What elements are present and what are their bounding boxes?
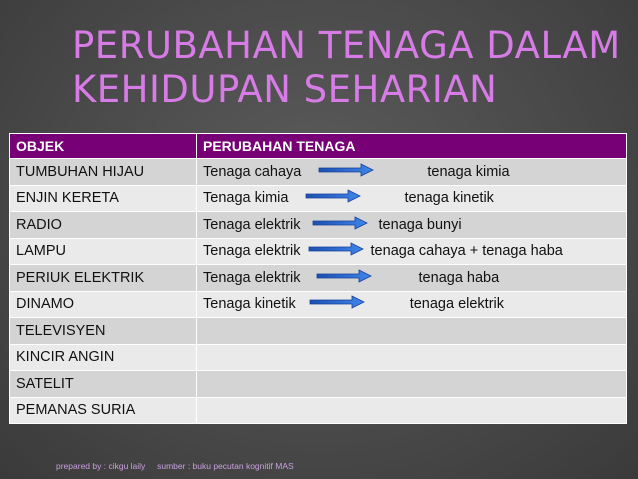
table-row (10, 265, 627, 292)
energy-change-cell (197, 238, 627, 265)
footer-source: sumber : buku pecutan kognitif MAS (157, 461, 294, 471)
object-cell: SATELIT (10, 371, 197, 398)
title-line-1: PERUBAHAN TENAGA DALAM (72, 24, 621, 67)
object-cell: PEMANAS SURIA (10, 397, 197, 424)
energy-from: Tenaga cahaya (203, 163, 302, 180)
object-cell: KINCIR ANGIN (10, 344, 197, 371)
object-cell: ENJIN KERETA (10, 185, 197, 212)
object-cell: DINAMO (10, 291, 197, 318)
energy-to: tenaga kinetik (404, 190, 494, 207)
table-row (10, 291, 627, 318)
object-cell: LAMPU (10, 238, 197, 265)
energy-to: tenaga cahaya + tenaga haba (370, 243, 563, 260)
energy-change-cell (197, 344, 627, 371)
table-row (10, 238, 627, 265)
energy-change-cell (197, 212, 627, 239)
object-cell: TUMBUHAN HIJAU (10, 159, 197, 186)
table-row (10, 371, 627, 398)
footer-prepared-by: prepared by : cikgu laily (56, 461, 146, 471)
energy-from: Tenaga elektrik (203, 269, 301, 286)
energy-to: tenaga bunyi (378, 216, 462, 233)
table-row (10, 318, 627, 345)
energy-from: Tenaga elektrik (203, 243, 301, 260)
energy-change-cell (197, 397, 627, 424)
energy-to: tenaga haba (418, 269, 500, 286)
right-arrow-icon (311, 216, 369, 234)
object-cell: RADIO (10, 212, 197, 239)
energy-change-cell (197, 265, 627, 292)
energy-change-table (9, 133, 627, 424)
energy-change-cell (197, 371, 627, 398)
table-row (10, 185, 627, 212)
right-arrow-icon (308, 295, 366, 313)
energy-change-cell (197, 185, 627, 212)
right-arrow-icon (315, 269, 373, 287)
table-row (10, 344, 627, 371)
table-header-row (10, 134, 627, 159)
header-objek: OBJEK (10, 134, 197, 159)
energy-to: tenaga kimia (427, 163, 510, 180)
right-arrow-icon (304, 189, 362, 207)
title-line-2: KEHIDUPAN SEHARIAN (72, 68, 498, 111)
right-arrow-icon (317, 163, 375, 181)
energy-change-cell (197, 159, 627, 186)
slide-footer (56, 461, 294, 471)
header-perubahan-tenaga: PERUBAHAN TENAGA (197, 134, 627, 159)
energy-change-cell (197, 291, 627, 318)
slide-title (72, 24, 632, 112)
energy-from: Tenaga elektrik (203, 216, 301, 233)
energy-change-cell (197, 318, 627, 345)
energy-from: Tenaga kimia (203, 190, 289, 207)
energy-to: tenaga elektrik (409, 296, 505, 313)
table-row (10, 159, 627, 186)
right-arrow-icon (307, 242, 365, 260)
object-cell: TELEVISYEN (10, 318, 197, 345)
energy-from: Tenaga kinetik (203, 296, 296, 313)
table-row (10, 397, 627, 424)
table-row (10, 212, 627, 239)
object-cell: PERIUK ELEKTRIK (10, 265, 197, 292)
